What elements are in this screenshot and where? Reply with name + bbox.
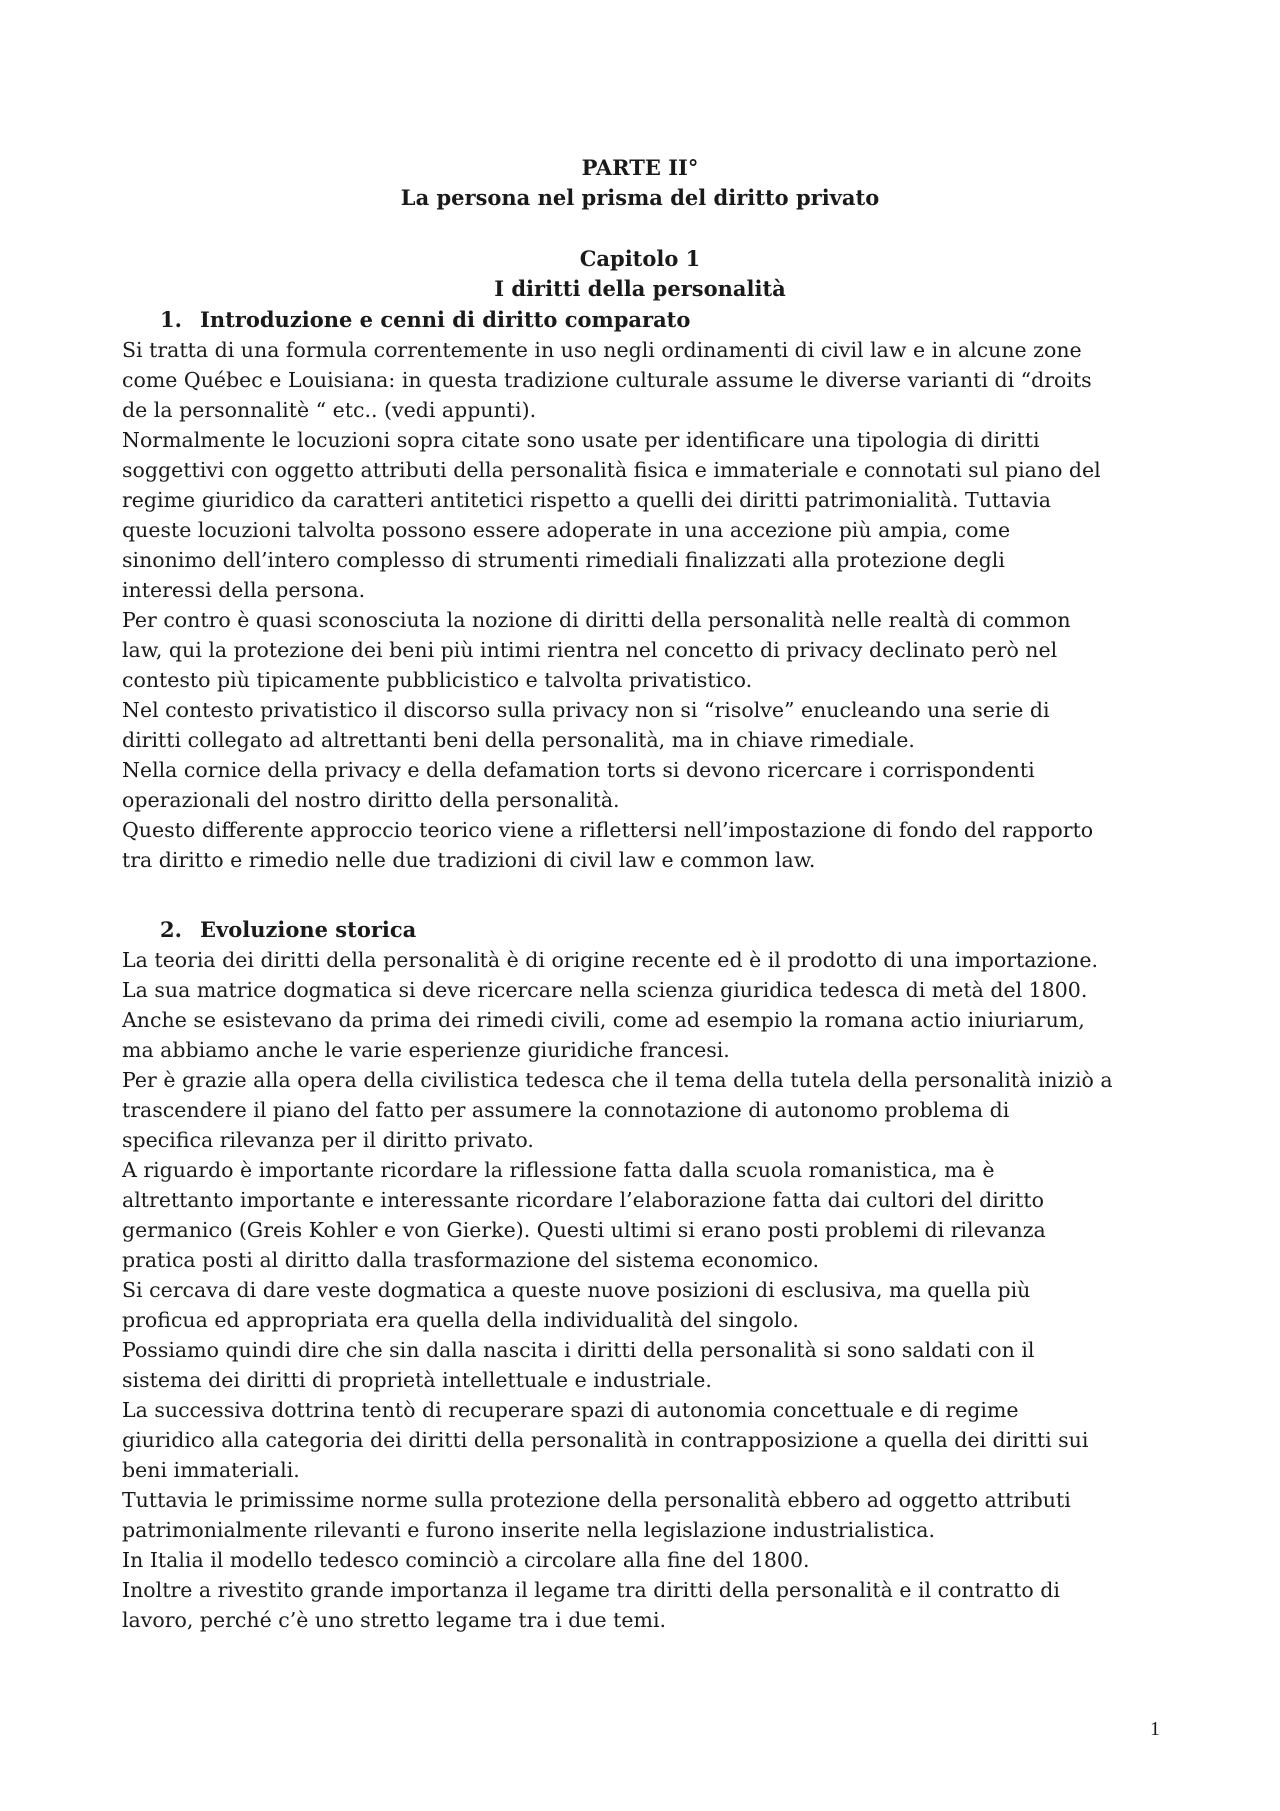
text-line: Possiamo quindi dire che sin dalla nascita i diritti della personalità si sono saldati con il (122, 1338, 1035, 1362)
text-line: Per è grazie alla opera della civilistica tedesca che il tema della tutela della personalità iniziò a (122, 1068, 1113, 1092)
text-line: pratica posti al diritto dalla trasformazione del sistema economico. (122, 1248, 819, 1272)
text-line: altrettanto importante e interessante ricordare l’elaborazione fatta dai cultori del diritto (122, 1188, 1044, 1212)
text-line: tra diritto e rimedio nelle due tradizioni di civil law e common law. (122, 848, 816, 872)
page-number: 1 (1150, 1718, 1160, 1740)
text-line: patrimonialmente rilevanti e furono inserite nella legislazione industrialistica. (122, 1518, 936, 1542)
text-line: Nel contesto privatistico il discorso sulla privacy non si “risolve” enucleando una serie di (122, 698, 1050, 722)
text-line: regime giuridico da caratteri antitetici rispetto a quelli dei diritti patrimonialità. Tuttavia (122, 488, 1051, 512)
text-line: Tuttavia le primissime norme sulla protezione della personalità ebbero ad oggetto attributi (122, 1488, 1071, 1512)
text-line: Questo differente approccio teorico viene a riflettersi nell’impostazione di fondo del rapporto (122, 818, 1094, 842)
part-heading: PARTE II° (581, 155, 699, 180)
text-line: proficua ed appropriata era quella della individualità del singolo. (122, 1308, 799, 1332)
text-line: Per contro è quasi sconosciuta la nozione di diritti della personalità nelle realtà di common (122, 608, 1071, 632)
section-body-evoluzione (122, 945, 1162, 1635)
text-line: La teoria dei diritti della personalità è di origine recente ed è il prodotto di una importazione. (122, 948, 1099, 972)
section-title: Evoluzione storica (200, 917, 417, 942)
text-line: trascendere il piano del fatto per assumere la connotazione di autonomo problema di (122, 1098, 1010, 1122)
text-line: sinonimo dell’intero complesso di strumenti rimediali finalizzati alla protezione degli (122, 548, 1005, 572)
text-line: contesto più tipicamente pubblicistico e talvolta privatistico. (122, 668, 753, 692)
text-line: Anche se esistevano da prima dei rimedi civili, come ad esempio la romana actio iniuriarum, (122, 1008, 1085, 1032)
section-number: 1. (160, 307, 182, 332)
text-line: specifica rilevanza per il diritto privato. (122, 1128, 534, 1152)
text-line: A riguardo è importante ricordare la riflessione fatta dalla scuola romanistica, ma è (122, 1158, 995, 1182)
text-line: queste locuzioni talvolta possono essere adoperate in una accezione più ampia, come (122, 518, 1011, 542)
text-line: In Italia il modello tedesco cominciò a circolare alla fine del 1800. (122, 1548, 810, 1572)
text-line: germanico (Greis Kohler e von Gierke). Questi ultimi si erano posti problemi di rilevanza (122, 1218, 1046, 1242)
text-line: lavoro, perché c’è uno stretto legame tra i due temi. (122, 1608, 667, 1632)
section-heading-evoluzione (160, 915, 416, 945)
section-title: Introduzione e cenni di diritto comparato (200, 307, 691, 332)
text-line: Normalmente le locuzioni sopra citate sono usate per identificare una tipologia di diritti (122, 428, 1040, 452)
text-line: giuridico alla categoria dei diritti della personalità in contrapposizione a quella dei diritti sui (122, 1428, 1089, 1452)
text-line: Inoltre a rivestito grande importanza il legame tra diritti della personalità e il contratto di (122, 1578, 1060, 1602)
text-line: law, qui la protezione dei beni più intimi rientra nel concetto di privacy declinato però nel (122, 638, 1058, 662)
chapter-heading: Capitolo 1 (579, 246, 701, 271)
text-line: Nella cornice della privacy e della defamation torts si devono ricercare i corrispondenti (122, 758, 1035, 782)
text-line: sistema dei diritti di proprietà intellettuale e industriale. (122, 1368, 712, 1392)
chapter-title: I diritti della personalità (494, 276, 786, 301)
text-line: ma abbiamo anche le varie esperienze giuridiche francesi. (122, 1038, 730, 1062)
text-line: La successiva dottrina tentò di recuperare spazi di autonomia concettuale e di regime (122, 1398, 1019, 1422)
text-line: soggettivi con oggetto attributi della personalità fisica e immateriale e connotati sul piano del (122, 458, 1101, 482)
section-body-introduzione (122, 335, 1162, 875)
text-line: come Québec e Louisiana: in questa tradizione culturale assume le diverse varianti di “droits (122, 368, 1092, 392)
text-line: La sua matrice dogmatica si deve ricercare nella scienza giuridica tedesca di metà del 1800. (122, 978, 1088, 1002)
text-line: operazionali del nostro diritto della personalità. (122, 788, 620, 812)
text-line: Si cercava di dare veste dogmatica a queste nuove posizioni di esclusiva, ma quella più (122, 1278, 1031, 1302)
section-number: 2. (160, 917, 182, 942)
text-line: de la personnalitè “ etc.. (vedi appunti). (122, 398, 537, 422)
section-heading-introduzione (160, 305, 690, 335)
text-line: beni immateriali. (122, 1458, 300, 1482)
text-line: interessi della persona. (122, 578, 366, 602)
text-line: Si tratta di una formula correntemente in uso negli ordinamenti di civil law e in alcune zone (122, 338, 1082, 362)
text-line: diritti collegato ad altrettanti beni della personalità, ma in chiave rimediale. (122, 728, 915, 752)
part-subtitle: La persona nel prisma del diritto privato (400, 185, 880, 210)
